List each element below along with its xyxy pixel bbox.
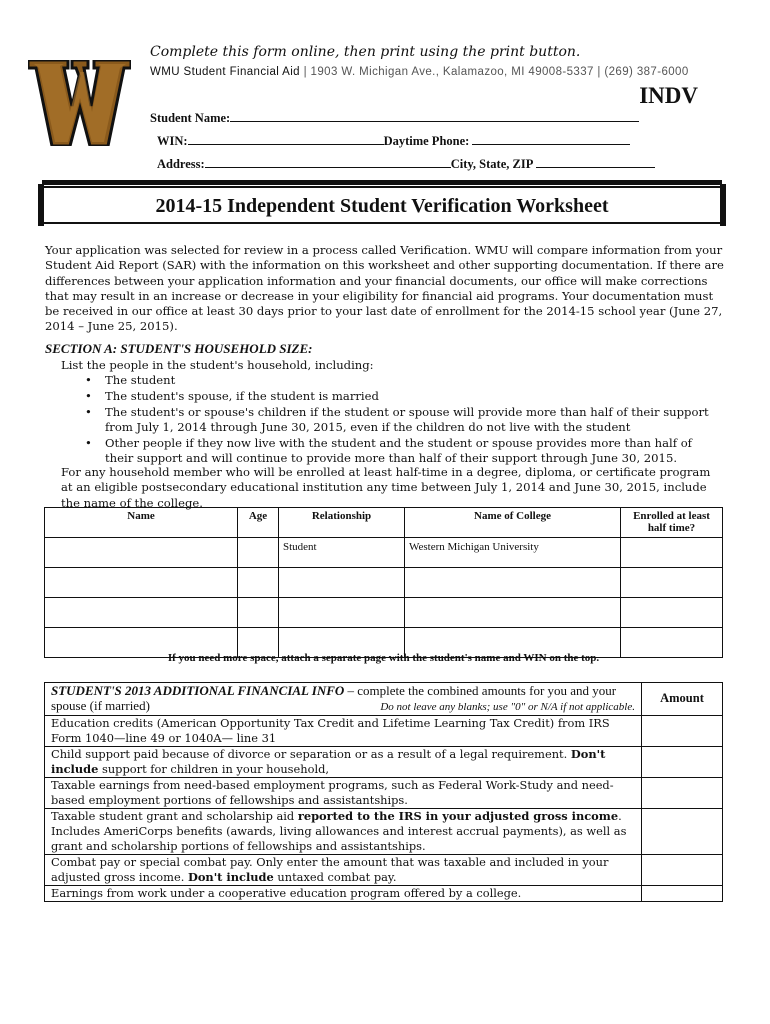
address-input[interactable] <box>205 154 451 168</box>
college-cell[interactable] <box>405 598 621 628</box>
address-label: Address: <box>157 157 205 171</box>
office-address <box>150 66 689 78</box>
table-row <box>45 538 723 568</box>
financial-item <box>45 886 642 902</box>
address-text: | 1903 W. Michigan Ave., Kalamazoo, MI 49008-5337 | (269) 387-6000 <box>299 66 689 78</box>
intro-paragraph: Your application was selected for review in a process called Verification. WMU will compare information from your Student Aid Report (SAR) with the information on this worksheet and other supporting documentation. If there are differences between your application information and your financial documents, our office will make corrections that may result in an increase or decrease in your eligibility for financial aid programs. Your documentation must be received in our office at least 30 days prior to your last date of enrollment for the 2014-15 school year (June 27, 2014 – June 25, 2015). <box>45 243 724 334</box>
column-header: Name <box>45 508 238 538</box>
amount-header: Amount <box>642 683 723 716</box>
wmu-logo <box>28 60 131 146</box>
financial-heading <box>45 683 642 716</box>
age-cell[interactable] <box>238 538 279 568</box>
household-instructions: For any household member who will be enrolled at least half-time in a degree, diploma, or certificate program at an eligible postsecondary educational institution any time between July 1, 2014 and June 30, 2015, include the name of the college. <box>61 465 711 510</box>
financial-item <box>45 809 642 855</box>
student-name-input[interactable] <box>230 108 639 122</box>
bullet-dot: • <box>85 405 92 419</box>
table-header-row <box>45 508 723 538</box>
item-emphasis: Don't include <box>187 870 274 884</box>
college-cell[interactable]: Western Michigan University <box>405 538 621 568</box>
bullet-dot: • <box>85 436 92 450</box>
worksheet-title: 2014-15 Independent Student Verification Worksheet <box>155 195 609 217</box>
bullet-dot: • <box>85 389 92 403</box>
college-cell[interactable] <box>405 568 621 598</box>
relationship-cell[interactable] <box>279 568 405 598</box>
enrolled-cell[interactable] <box>621 598 723 628</box>
item-text-rest: support for children in your household, <box>98 762 329 776</box>
item-text-rest: untaxed combat pay. <box>273 870 397 884</box>
item-text: Taxable earnings from need-based employment programs, such as Federal Work-Study and need-based employment portions of fellowships and assistantships. <box>51 778 614 807</box>
list-item: The student's or spouse's children if the student or spouse will provide more than half of their support from July 1, 2014 through June 30, 2015, even if the children do not live with the student <box>105 405 709 435</box>
column-header: Relationship <box>279 508 405 538</box>
table-row <box>45 598 723 628</box>
table-row <box>45 855 723 886</box>
amount-input[interactable] <box>642 716 723 747</box>
relationship-cell[interactable]: Student <box>279 538 405 568</box>
win-row <box>157 131 630 149</box>
item-text-rest: . Includes AmeriCorps benefits (awards, living allowances and interest accrual payments), as well as grant and scholarship portions of fellowships and assistantships. <box>51 809 627 853</box>
section-a-heading: SECTION A: STUDENT'S HOUSEHOLD SIZE: <box>45 341 313 356</box>
financial-note: Do not leave any blanks; use "0" or N/A if not applicable. <box>380 701 635 713</box>
financial-info-table <box>44 682 723 902</box>
financial-heading-bold: STUDENT'S 2013 ADDITIONAL FINANCIAL INFO <box>51 683 345 698</box>
item-text: Child support paid because of divorce or separation or as a result of a legal requirement. <box>51 747 571 761</box>
table-row <box>45 778 723 809</box>
age-cell[interactable] <box>238 598 279 628</box>
financial-item <box>45 778 642 809</box>
item-text: Combat pay or special combat pay. Only enter the amount that was taxable and included in your adjusted gross income. <box>51 855 609 884</box>
win-label: WIN: <box>157 134 188 148</box>
column-header: Age <box>238 508 279 538</box>
table-row <box>45 886 723 902</box>
table-row <box>45 568 723 598</box>
amount-input[interactable] <box>642 747 723 778</box>
student-name-label: Student Name: <box>150 111 231 125</box>
list-item: The student's spouse, if the student is married <box>105 389 379 403</box>
item-text: Education credits (American Opportunity Tax Credit and Lifetime Learning Tax Credit) from IRS Form 1040—line 49 or 1040A— line 31 <box>51 716 610 745</box>
amount-input[interactable] <box>642 778 723 809</box>
column-header: Name of College <box>405 508 621 538</box>
list-item: The student <box>105 373 176 387</box>
column-header: Enrolled at least half time? <box>621 508 723 538</box>
more-space-note: If you need more space, attach a separate page with the student's name and WIN on the top. <box>167 652 600 664</box>
item-text: Earnings from work under a cooperative education program offered by a college. <box>51 886 522 900</box>
name-cell[interactable] <box>45 568 238 598</box>
financial-header-row <box>45 683 723 716</box>
name-cell[interactable] <box>45 538 238 568</box>
table-row <box>45 716 723 747</box>
relationship-cell[interactable] <box>279 598 405 628</box>
age-cell[interactable] <box>238 568 279 598</box>
item-emphasis: Don't include <box>51 747 606 776</box>
amount-input[interactable] <box>642 809 723 855</box>
household-table <box>44 507 723 658</box>
win-input[interactable] <box>188 131 384 145</box>
title-box <box>42 186 722 224</box>
financial-heading-rest: – complete the combined amounts for you and your spouse (if married) <box>51 683 617 713</box>
student-name-row <box>150 108 639 126</box>
list-intro: List the people in the student's household, including: <box>61 358 374 372</box>
city-state-zip-label: City, State, ZIP <box>450 157 533 171</box>
bullet-dot: • <box>85 373 92 387</box>
name-cell[interactable] <box>45 598 238 628</box>
table-row <box>45 747 723 778</box>
item-emphasis: reported to the IRS in your adjusted gross income <box>297 809 619 823</box>
enrolled-cell[interactable] <box>621 538 723 568</box>
city-state-zip-input[interactable] <box>536 154 655 168</box>
table-row <box>45 809 723 855</box>
form-tagline: Complete this form online, then print using the print button. <box>150 44 581 60</box>
daytime-phone-input[interactable] <box>472 131 630 145</box>
amount-input[interactable] <box>642 886 723 902</box>
form-code: INDV <box>639 83 698 108</box>
amount-input[interactable] <box>642 855 723 886</box>
financial-item <box>45 855 642 886</box>
financial-item <box>45 747 642 778</box>
financial-item <box>45 716 642 747</box>
title-rule <box>42 180 722 185</box>
enrolled-cell[interactable] <box>621 568 723 598</box>
list-item: Other people if they now live with the student and the student or spouse provides more than half of their support and will continue to provide more than half of their support through June 30, 2015. <box>105 436 692 466</box>
address-row <box>157 154 655 172</box>
department-name: WMU Student Financial Aid <box>150 66 300 78</box>
item-text: Taxable student grant and scholarship aid <box>51 809 298 823</box>
daytime-phone-label: Daytime Phone: <box>383 134 470 148</box>
